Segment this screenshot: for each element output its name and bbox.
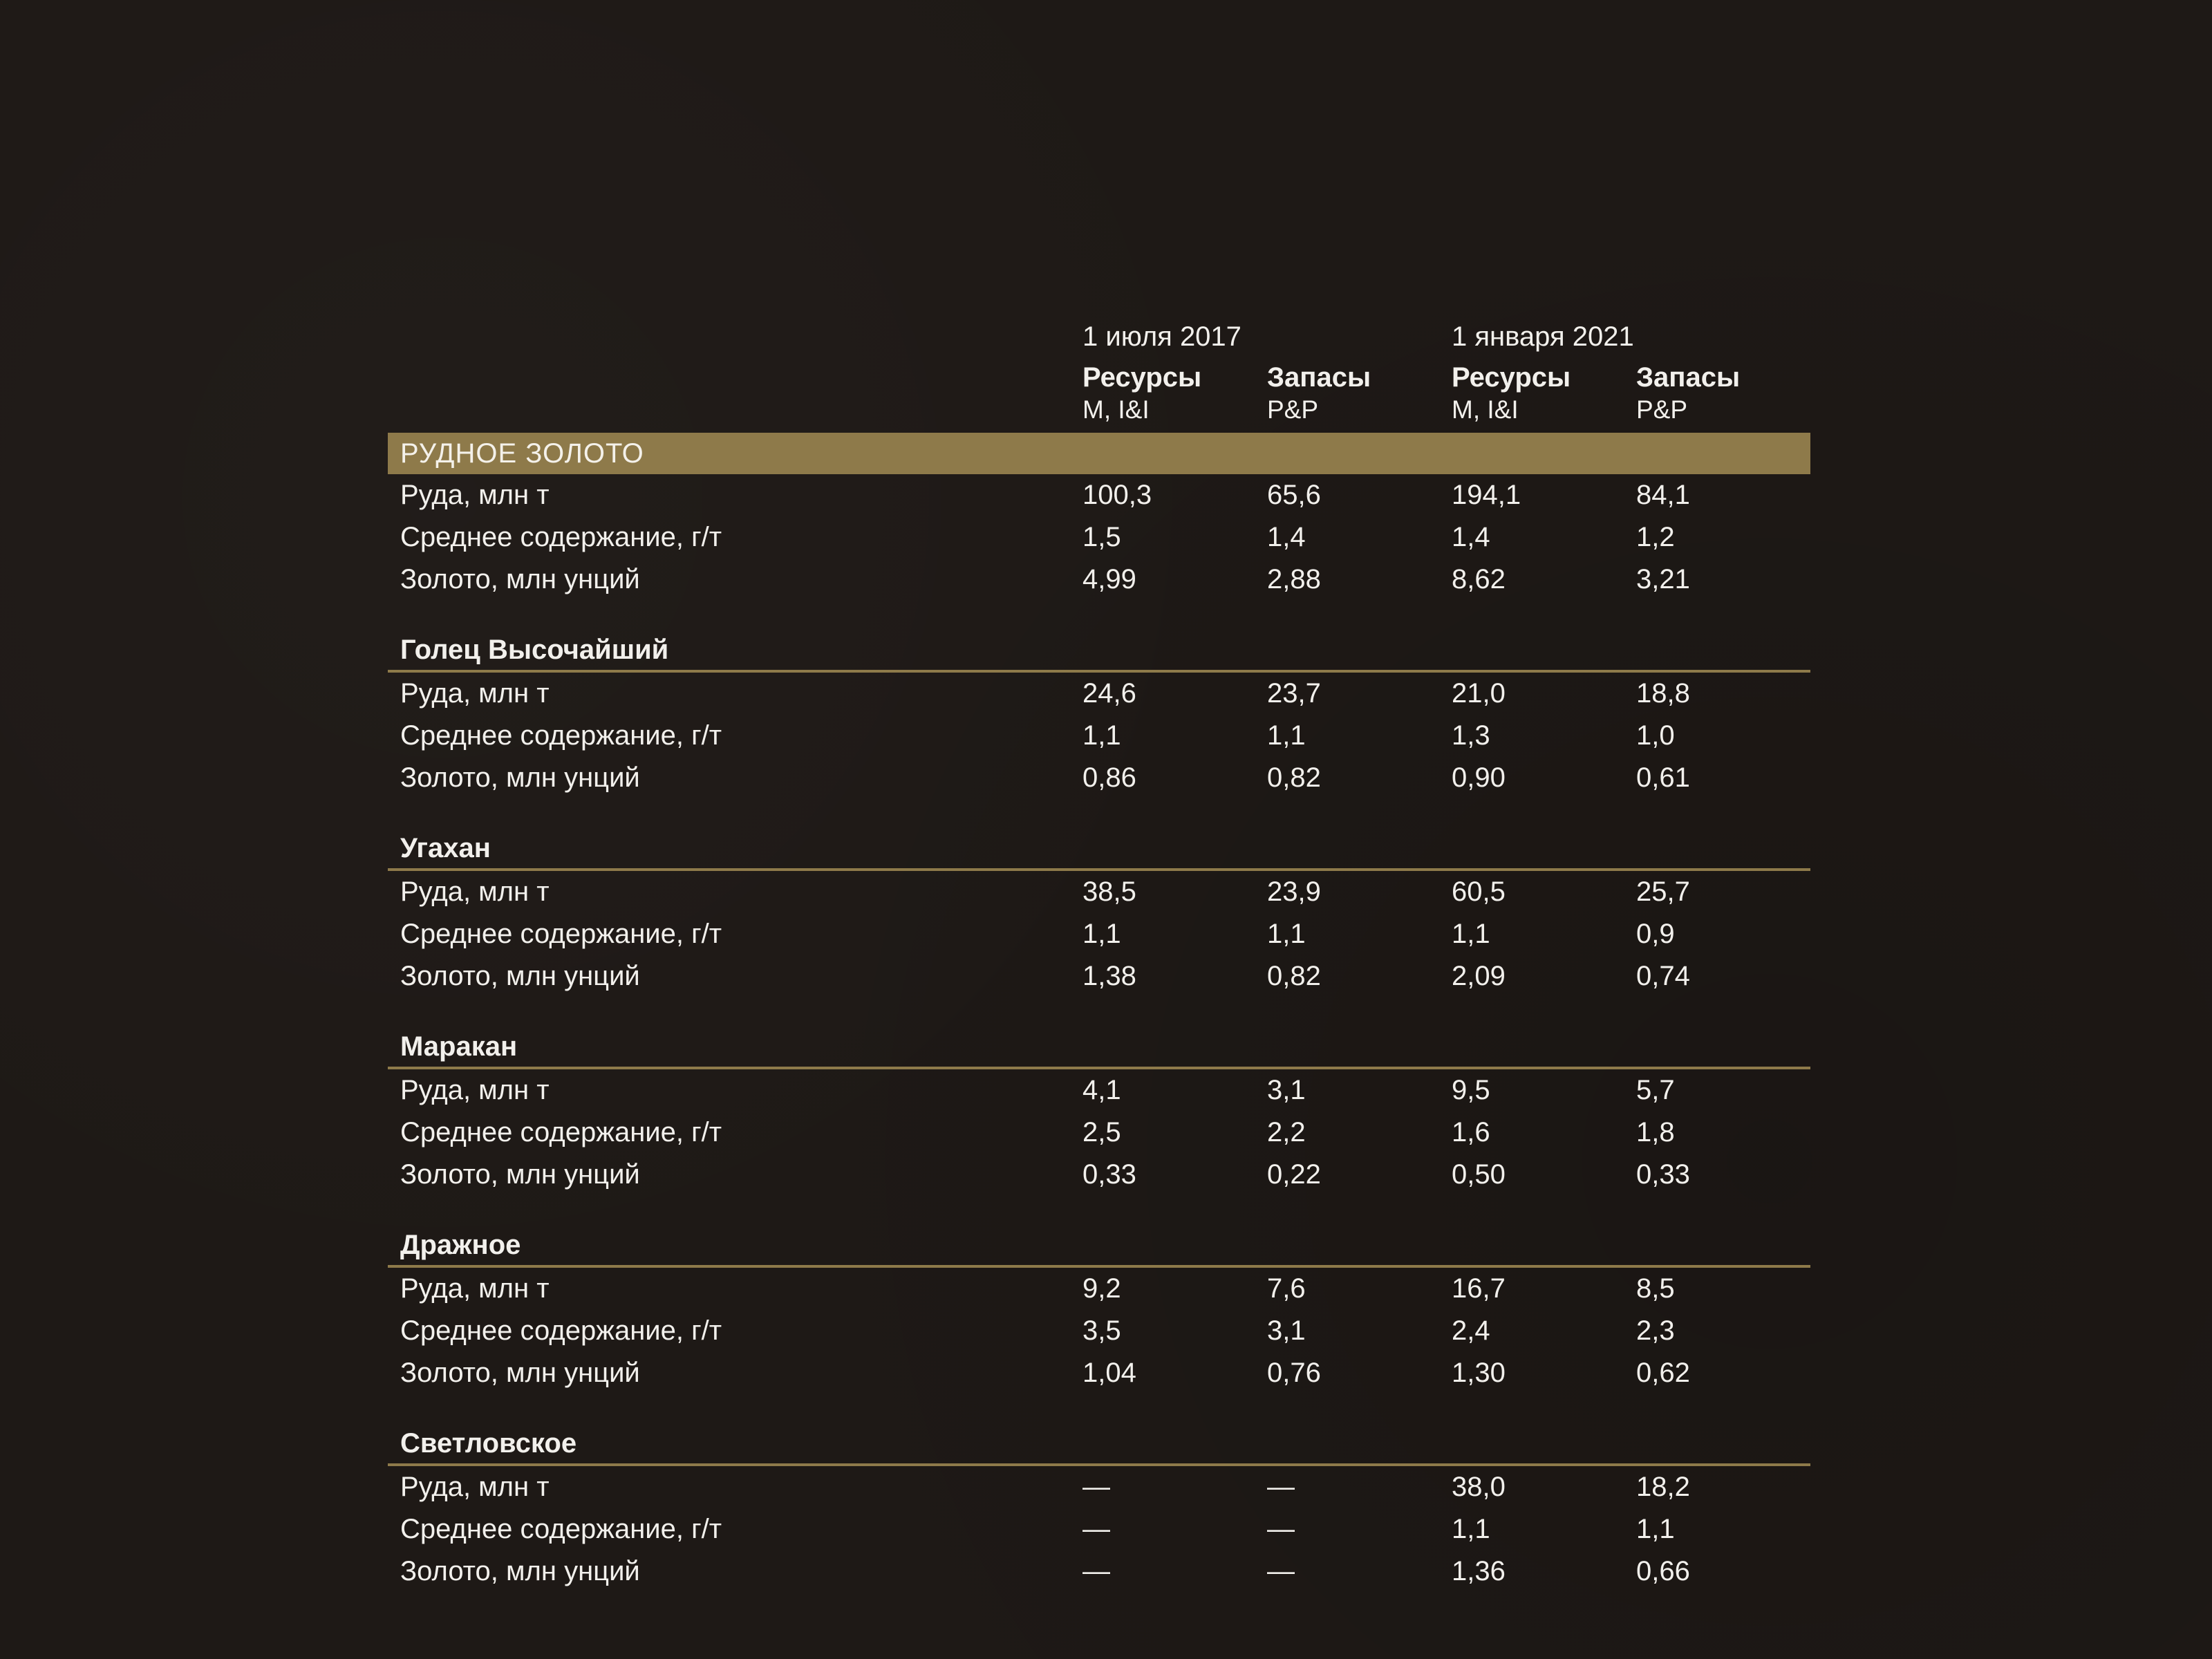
reserves-table [388, 312, 1810, 1593]
row-label: Руда, млн т [400, 480, 550, 510]
table-cell: — [1082, 1514, 1110, 1544]
table-cell: 1,36 [1452, 1556, 1506, 1586]
table-cell: 38,5 [1082, 877, 1136, 907]
table-cell: 4,99 [1082, 564, 1136, 594]
table-cell: 21,0 [1452, 678, 1506, 709]
table-cell: 23,9 [1267, 877, 1321, 907]
table-cell: — [1267, 1514, 1295, 1544]
column-header-resources-2021 [1452, 361, 1571, 426]
table-cell: 9,5 [1452, 1075, 1490, 1105]
column-header-sub: M, I&I [1082, 395, 1150, 424]
table-cell: 8,62 [1452, 564, 1506, 594]
group-title [388, 1028, 1810, 1069]
table-cell: 0,76 [1267, 1358, 1321, 1388]
table-cell: 2,2 [1267, 1117, 1306, 1147]
table-cell: — [1082, 1472, 1110, 1502]
group-title [388, 830, 1810, 871]
row-label: Руда, млн т [400, 877, 550, 907]
row-label: Руда, млн т [400, 1075, 550, 1105]
table-cell: 0,22 [1267, 1159, 1321, 1190]
table-cell: 1,4 [1452, 522, 1490, 552]
table-cell: 3,5 [1082, 1315, 1121, 1346]
column-header-resources-2017 [1082, 361, 1201, 426]
table-cell: 0,9 [1636, 919, 1675, 949]
deposit-group-svetlovskoe [388, 1425, 1810, 1593]
table-cell: 1,1 [1267, 720, 1306, 751]
table-cell: 0,82 [1267, 961, 1321, 991]
group-title-text: Угахан [400, 833, 491, 863]
table-row [388, 516, 1810, 559]
column-header-sub: P&P [1267, 395, 1319, 424]
table-cell: 100,3 [1082, 480, 1152, 510]
table-cell: 0,50 [1452, 1159, 1506, 1190]
column-header-main: Ресурсы [1082, 362, 1202, 393]
table-row [388, 955, 1810, 997]
table-cell: — [1267, 1556, 1295, 1586]
row-label: Золото, млн унций [400, 1358, 640, 1388]
deposit-group-marakan [388, 1028, 1810, 1196]
period-2017-label: 1 июля 2017 [1082, 321, 1241, 352]
group-title-text: Маракан [400, 1031, 518, 1062]
table-row [388, 1508, 1810, 1550]
table-cell: 194,1 [1452, 480, 1521, 510]
table-cell: 9,2 [1082, 1273, 1121, 1304]
table-cell: 24,6 [1082, 678, 1136, 709]
group-title-text: Светловское [400, 1428, 577, 1459]
table-cell: 23,7 [1267, 678, 1321, 709]
row-label: Руда, млн т [400, 1273, 550, 1304]
column-header-main: Ресурсы [1452, 362, 1571, 393]
group-title-text: Голец Высочайший [400, 635, 669, 665]
table-cell: — [1082, 1556, 1110, 1586]
table-cell: 7,6 [1267, 1273, 1306, 1304]
column-header-main: Запасы [1636, 362, 1741, 393]
table-cell: 1,5 [1082, 522, 1121, 552]
table-row [388, 1466, 1810, 1508]
row-label: Золото, млн унций [400, 961, 640, 991]
period-2021-label: 1 января 2021 [1452, 321, 1634, 352]
table-cell: 1,1 [1267, 919, 1306, 949]
table-cell: 1,04 [1082, 1358, 1136, 1388]
table-row [388, 715, 1810, 757]
table-cell: 18,8 [1636, 678, 1690, 709]
table-cell: 0,86 [1082, 762, 1136, 793]
column-header-reserves-2017 [1267, 361, 1371, 426]
table-cell: 65,6 [1267, 480, 1321, 510]
section-summary-rows [388, 474, 1810, 601]
row-label: Среднее содержание, г/т [400, 720, 722, 751]
table-cell: 2,88 [1267, 564, 1321, 594]
deposit-group-ugakhan [388, 830, 1810, 997]
column-header-main: Запасы [1267, 362, 1371, 393]
table-row [388, 1310, 1810, 1352]
table-cell: 0,33 [1082, 1159, 1136, 1190]
row-label: Руда, млн т [400, 1472, 550, 1502]
table-cell: 2,09 [1452, 961, 1506, 991]
table-cell: 1,3 [1452, 720, 1490, 751]
table-header [388, 312, 1810, 433]
table-cell: 3,21 [1636, 564, 1690, 594]
table-cell: 60,5 [1452, 877, 1506, 907]
table-cell: 0,62 [1636, 1358, 1690, 1388]
row-label: Среднее содержание, г/т [400, 522, 722, 552]
table-row [388, 1069, 1810, 1112]
table-cell: 1,2 [1636, 522, 1675, 552]
table-cell: 2,3 [1636, 1315, 1675, 1346]
deposit-group-drazhnoe [388, 1226, 1810, 1394]
table-cell: 25,7 [1636, 877, 1690, 907]
table-cell: 1,30 [1452, 1358, 1506, 1388]
table-cell: 0,66 [1636, 1556, 1690, 1586]
section-title-ore-gold: РУДНОЕ ЗОЛОТО [388, 433, 1810, 474]
table-cell: 1,38 [1082, 961, 1136, 991]
group-title [388, 1226, 1810, 1268]
table-cell: 0,61 [1636, 762, 1690, 793]
table-cell: 1,1 [1636, 1514, 1675, 1544]
table-cell: 8,5 [1636, 1273, 1675, 1304]
group-title-text: Дражное [400, 1230, 521, 1260]
row-label: Золото, млн унций [400, 1556, 640, 1586]
table-cell: 1,1 [1452, 1514, 1490, 1544]
column-header-reserves-2021 [1636, 361, 1740, 426]
row-label: Среднее содержание, г/т [400, 1315, 722, 1346]
table-cell: 0,33 [1636, 1159, 1690, 1190]
table-row [388, 1154, 1810, 1196]
row-label: Среднее содержание, г/т [400, 919, 722, 949]
table-cell: — [1267, 1472, 1295, 1502]
table-cell: 0,90 [1452, 762, 1506, 793]
row-label: Золото, млн унций [400, 1159, 640, 1190]
table-row [388, 1112, 1810, 1154]
table-row [388, 1550, 1810, 1593]
row-label: Золото, млн унций [400, 564, 640, 594]
table-cell: 1,0 [1636, 720, 1675, 751]
table-cell: 3,1 [1267, 1075, 1306, 1105]
table-cell: 2,4 [1452, 1315, 1490, 1346]
table-cell: 16,7 [1452, 1273, 1506, 1304]
column-header-sub: M, I&I [1452, 395, 1519, 424]
table-cell: 2,5 [1082, 1117, 1121, 1147]
row-label: Руда, млн т [400, 678, 550, 709]
table-row [388, 1268, 1810, 1310]
table-cell: 5,7 [1636, 1075, 1675, 1105]
deposit-group-golets-vysochaishy [388, 631, 1810, 799]
table-row [388, 559, 1810, 601]
table-cell: 4,1 [1082, 1075, 1121, 1105]
table-row [388, 757, 1810, 799]
table-cell: 1,8 [1636, 1117, 1675, 1147]
table-cell: 1,1 [1082, 720, 1121, 751]
table-row [388, 913, 1810, 955]
table-row [388, 1352, 1810, 1394]
table-cell: 3,1 [1267, 1315, 1306, 1346]
column-header-sub: P&P [1636, 395, 1688, 424]
table-cell: 38,0 [1452, 1472, 1506, 1502]
table-cell: 84,1 [1636, 480, 1690, 510]
row-label: Среднее содержание, г/т [400, 1514, 722, 1544]
table-row [388, 871, 1810, 913]
group-title [388, 631, 1810, 673]
row-label: Золото, млн унций [400, 762, 640, 793]
table-cell: 1,6 [1452, 1117, 1490, 1147]
group-title [388, 1425, 1810, 1466]
table-cell: 0,82 [1267, 762, 1321, 793]
table-cell: 1,1 [1082, 919, 1121, 949]
table-cell: 1,1 [1452, 919, 1490, 949]
table-row [388, 673, 1810, 715]
table-cell: 18,2 [1636, 1472, 1690, 1502]
table-cell: 0,74 [1636, 961, 1690, 991]
table-row [388, 474, 1810, 516]
table-cell: 1,4 [1267, 522, 1306, 552]
row-label: Среднее содержание, г/т [400, 1117, 722, 1147]
